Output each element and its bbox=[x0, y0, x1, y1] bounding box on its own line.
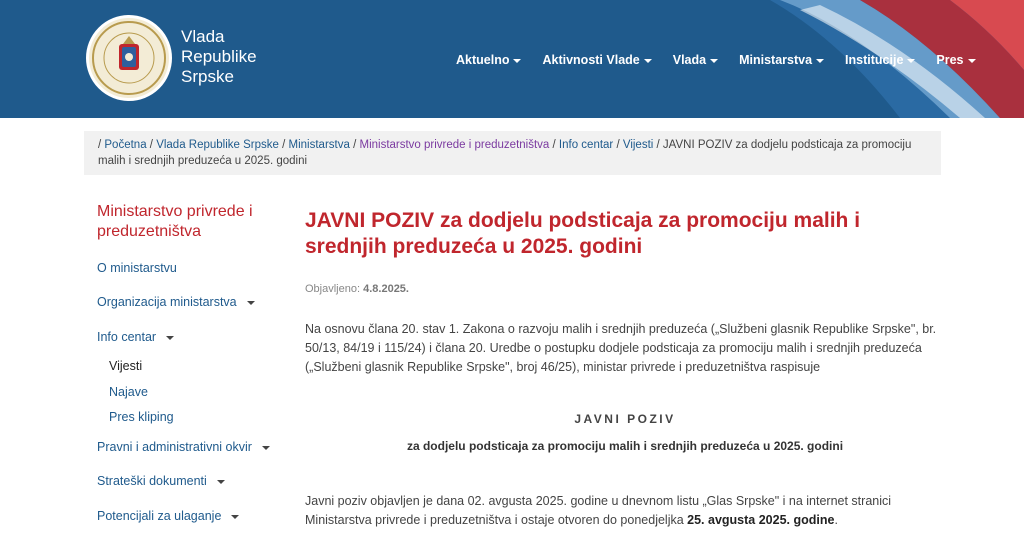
breadcrumb-separator: / bbox=[282, 139, 289, 151]
sidebar-title[interactable]: Ministarstvo privrede i preduzetništva bbox=[97, 203, 253, 240]
sidebar-item-label: Info centar bbox=[97, 330, 157, 344]
sidebar-item-organizacija[interactable] bbox=[97, 295, 255, 309]
nav-label: Vlada bbox=[672, 53, 707, 67]
chevron-down-icon bbox=[907, 59, 915, 63]
breadcrumb bbox=[84, 131, 941, 175]
site-header bbox=[0, 0, 1024, 118]
main-navigation bbox=[456, 53, 997, 67]
nav-label: Aktuelno bbox=[456, 53, 510, 67]
sidebar-item-info-centar[interactable] bbox=[97, 330, 174, 344]
breadcrumb-separator: / bbox=[98, 139, 105, 151]
chevron-down-icon[interactable] bbox=[217, 480, 225, 484]
breadcrumb-separator: / bbox=[656, 139, 663, 151]
breadcrumb-separator: / bbox=[149, 139, 157, 151]
nav-label: Ministarstva bbox=[739, 53, 813, 67]
chevron-down-icon bbox=[513, 59, 521, 63]
nav-label: Aktivnosti Vlade bbox=[542, 53, 640, 67]
site-title[interactable] bbox=[181, 27, 257, 87]
site-title-line-1[interactable]: Vlada bbox=[181, 27, 225, 46]
paragraph-text-end: . bbox=[834, 513, 838, 527]
chevron-down-icon bbox=[816, 59, 824, 63]
nav-label: Pres bbox=[936, 53, 964, 67]
coat-of-arms-logo[interactable] bbox=[86, 15, 172, 101]
deadline-date: 25. avgusta 2025. godine bbox=[687, 513, 835, 527]
poziv-heading: JAVNI POZIV bbox=[574, 412, 676, 426]
sidebar-subitem-pres-kliping[interactable]: Pres kliping bbox=[109, 410, 174, 424]
breadcrumb-separator: / bbox=[353, 139, 360, 151]
sidebar-subitem-najave[interactable]: Najave bbox=[109, 385, 148, 399]
breadcrumb-separator: / bbox=[552, 139, 559, 151]
breadcrumb-link-vijesti[interactable]: Vijesti bbox=[622, 139, 654, 151]
chevron-down-icon[interactable] bbox=[262, 446, 270, 450]
sidebar-subitem-vijesti[interactable]: Vijesti bbox=[109, 359, 143, 373]
nav-item-ministarstva[interactable] bbox=[739, 53, 824, 67]
chevron-down-icon bbox=[710, 59, 718, 63]
breadcrumb-link-pocetna[interactable]: Početna bbox=[104, 139, 147, 151]
chevron-down-icon[interactable] bbox=[231, 515, 239, 519]
sidebar-item-o-ministarstvu[interactable]: O ministarstvu bbox=[97, 261, 177, 275]
sidebar-item-label: Pravni i administrativni okvir bbox=[97, 440, 252, 454]
article-paragraph-2 bbox=[305, 492, 950, 530]
paragraph-text: Javni poziv objavljen je dana 02. avgusta 2025. godine u dnevnom listu „Glas Srpske" i na internet stranici Ministarstva privrede i preduzetništva i ostaje otvoren do ponedjeljka bbox=[305, 494, 892, 527]
nav-item-aktuelno[interactable] bbox=[456, 53, 521, 67]
nav-label: Institucije bbox=[845, 53, 904, 67]
breadcrumb-separator: / bbox=[616, 139, 623, 151]
published-label: Objavljeno: bbox=[305, 283, 361, 295]
nav-item-pres[interactable] bbox=[936, 53, 975, 67]
sidebar-item-label: Potencijali za ulaganje bbox=[97, 509, 222, 523]
breadcrumb-link-ministarstvo[interactable]: Ministarstvo privrede i preduzetništva bbox=[359, 139, 550, 151]
breadcrumb-current: JAVNI POZIV za dodjelu podsticaja za promociju malih i srednjih preduzeća u 2025. godini bbox=[98, 139, 912, 167]
chevron-down-icon bbox=[644, 59, 652, 63]
sidebar-item-label: Organizacija ministarstva bbox=[97, 295, 237, 309]
poziv-subheading: za dodjelu podsticaja za promociju malih i srednjih preduzeća u 2025. godini bbox=[406, 439, 844, 453]
article-paragraph-1: Na osnovu člana 20. stav 1. Zakona o razvoju malih i srednjih preduzeća („Službeni glasnik Republike Srpske", br. 50/13, 84/19 i 115/24) i člana 20. Uredbe o postupku dodjele podsticaja za promociju malih i srednjih preduzeća („Službeni glasnik Republike Srpske", broj 46/25), ministar privrede i preduzetništva raspisuje bbox=[305, 322, 937, 374]
nav-item-vlada[interactable] bbox=[673, 53, 718, 67]
chevron-down-icon[interactable] bbox=[166, 336, 174, 340]
site-title-line-3[interactable]: Srpske bbox=[181, 67, 234, 86]
sidebar-item-label: Strateški dokumenti bbox=[97, 474, 207, 488]
chevron-down-icon bbox=[968, 59, 976, 63]
published-date-value: 4.8.2025. bbox=[363, 283, 409, 295]
breadcrumb-link-vlada[interactable]: Vlada Republike Srpske bbox=[156, 139, 279, 151]
sidebar-item-pravni-okvir[interactable] bbox=[97, 440, 270, 454]
sidebar-item-potencijali[interactable] bbox=[97, 509, 239, 523]
sidebar-item-strateski-dokumenti[interactable] bbox=[97, 474, 225, 488]
article-title: JAVNI POZIV za dodjelu podsticaja za promociju malih i srednjih preduzeća u 2025. godini bbox=[305, 209, 861, 258]
breadcrumb-link-ministarstva[interactable]: Ministarstva bbox=[288, 139, 350, 151]
nav-item-aktivnosti-vlade[interactable] bbox=[542, 53, 651, 67]
breadcrumb-link-info-centar[interactable]: Info centar bbox=[558, 139, 614, 151]
site-title-line-2[interactable]: Republike bbox=[181, 47, 257, 66]
chevron-down-icon[interactable] bbox=[247, 301, 255, 305]
published-date bbox=[305, 283, 409, 295]
nav-item-institucije[interactable] bbox=[845, 53, 915, 67]
